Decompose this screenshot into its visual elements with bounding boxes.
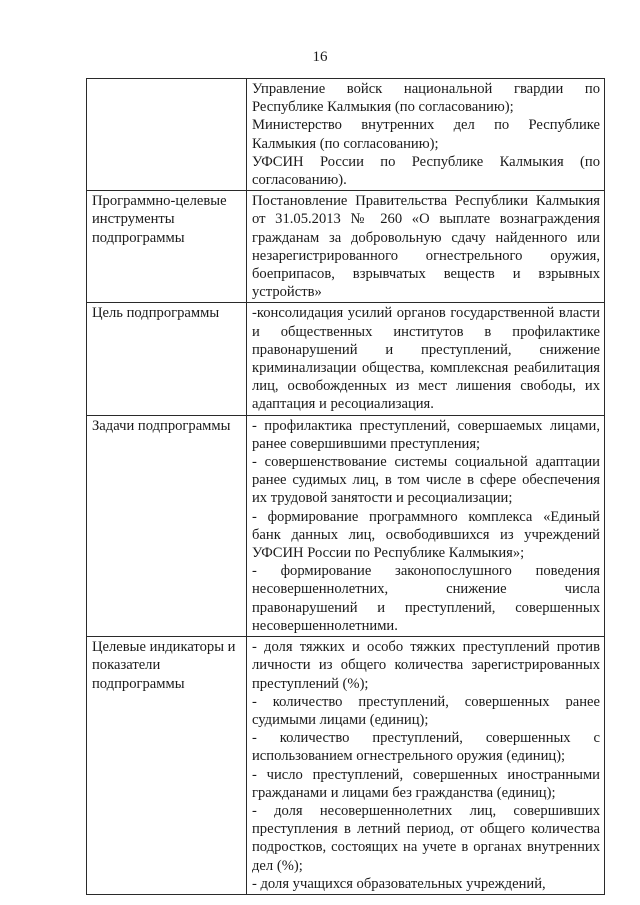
paragraph: -консолидация усилий органов государственной власти и общественных институтов в профилактике правонарушений и преступлений, снижение криминализации общества, комплексная реабилитация лиц, освобожденных из мест лишения свободы, их адаптация и ресоциализация. [252, 305, 600, 413]
row-content [247, 415, 605, 636]
paragraph: - доля тяжких и особо тяжких преступлений против личности из общего количества зарегистрированных преступлений (%); [252, 639, 600, 692]
table-row [87, 79, 605, 191]
row-content [247, 637, 605, 895]
row-content [247, 191, 605, 303]
paragraph: - совершенствование системы социальной адаптации ранее судимых лиц, в том числе в сфере обеспечения их трудовой занятости и ресоциализации; [252, 454, 600, 507]
row-content [247, 79, 605, 191]
paragraph: - доля учащихся образовательных учреждений, [252, 875, 546, 892]
paragraph: - формирование законопослушного поведения несовершеннолетних, снижение числа правонарушений и преступлений, совершенных несовершеннолетними. [252, 563, 600, 634]
row-label: Целевые индикаторы и показатели подпрограммы [87, 637, 247, 895]
paragraph: - число преступлений, совершенных иностранными гражданами и лицами без гражданства (единиц); [252, 766, 600, 801]
row-label: Задачи подпрограммы [87, 415, 247, 636]
row-content [247, 303, 605, 415]
table-row [87, 415, 605, 636]
paragraph: - количество преступлений, совершенных с использованием огнестрельного оружия (единиц); [252, 730, 600, 765]
row-label [87, 79, 247, 191]
paragraph: - формирование программного комплекса «Единый банк данных лиц, освободившихся из учреждений УФСИН России по Республике Калмыкия»; [252, 508, 600, 562]
page-number: 16 [312, 49, 328, 65]
subprogram-passport-table [86, 78, 605, 895]
row-label: Цель подпрограммы [87, 303, 247, 415]
table-row [87, 191, 605, 303]
paragraph: Постановление Правительства Республики Калмыкия от 31.05.2013 № 260 «О выплате вознаграждения гражданам за добровольную сдачу найденного или незарегистрированного огнестрельного оружия, боеприпасов, взрывчатых веществ и взрывных устройств» [252, 193, 600, 301]
paragraph: - количество преступлений, совершенных ранее судимыми лицами (единиц); [252, 693, 600, 728]
paragraph: УФСИН России по Республике Калмыкия (по согласованию). [252, 153, 600, 189]
paragraph: - доля несовершеннолетних лиц, совершивших преступления в летний период, от общего количества подростков, состоящих на учете в органах внутренних дел (%); [252, 802, 600, 874]
paragraph: Управление войск национальной гвардии по Республике Калмыкия (по согласованию); [252, 81, 600, 116]
table-row [87, 303, 605, 415]
row-label: Программно-целевые инструменты подпрограммы [87, 191, 247, 303]
paragraph: Министерство внутренних дел по Республике Калмыкия (по согласованию); [252, 117, 600, 152]
table-row [87, 637, 605, 895]
paragraph: - профилактика преступлений, совершаемых лицами, ранее совершившими преступления; [252, 417, 600, 452]
